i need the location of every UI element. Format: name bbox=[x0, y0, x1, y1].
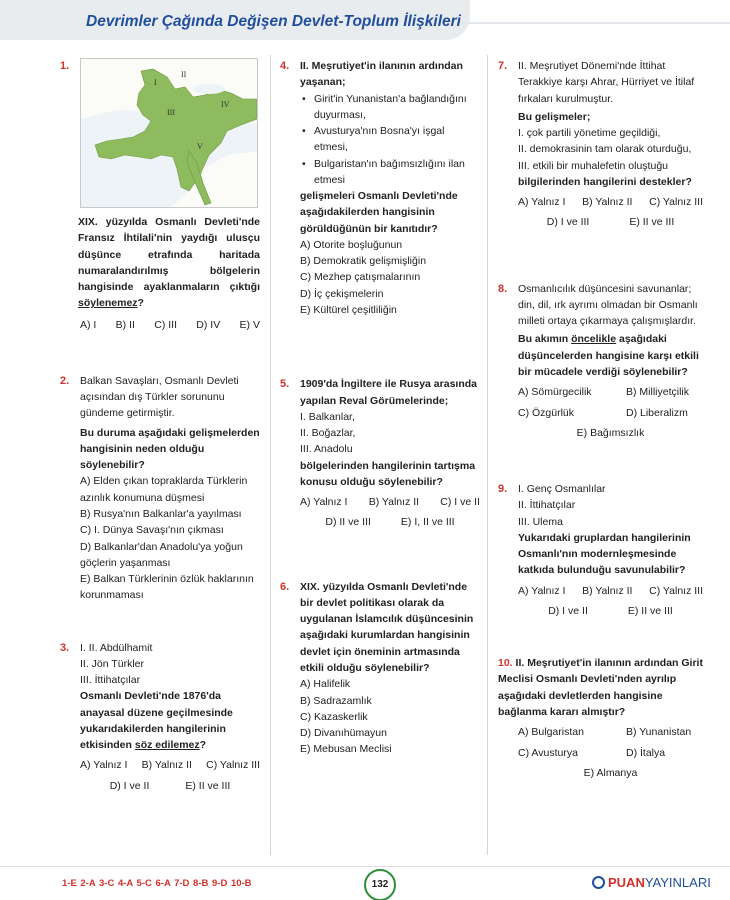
question-lead: II. Meşrutiyet'in ilanının ardından yaşanan; bbox=[300, 60, 463, 89]
column-divider bbox=[487, 55, 488, 855]
bullet-item: • Girit'in Yunanistan'a bağlandığını duyurması, bbox=[300, 91, 480, 124]
option-d[interactable]: D) IV bbox=[196, 318, 221, 331]
options bbox=[518, 194, 703, 210]
option-b[interactable]: B) Demokratik gelişmişliğin bbox=[300, 255, 427, 268]
option-b[interactable]: B) Yalnız II bbox=[582, 584, 633, 597]
question-intro: Balkan Savaşları, Osmanlı Devleti açısından dış Türkler sorununu gündeme getirmiştir. bbox=[80, 374, 239, 420]
question-number: 5. bbox=[280, 378, 290, 391]
option-a[interactable]: A) Sömürgecilik bbox=[518, 386, 592, 399]
options bbox=[80, 757, 260, 773]
question-2 bbox=[60, 373, 260, 604]
question-stem: XIX. yüzyılda Osmanlı Devleti'nde Fransız İhtilali'nin yaydığı ulusçu düşünce etrafında haritada numaralandırılmış bölgelerin hangisinde ayaklanmaların çıktığı söylenemez? bbox=[78, 216, 260, 310]
option-d[interactable]: D) Liberalizm bbox=[626, 406, 688, 419]
option-e[interactable]: E) Mebusan Meclisi bbox=[300, 743, 392, 756]
ottoman-map bbox=[80, 58, 258, 208]
option-b[interactable]: B) Yalnız II bbox=[368, 496, 420, 509]
option-d[interactable]: D) I ve II bbox=[548, 604, 588, 617]
question-number: 3. bbox=[60, 641, 70, 654]
question-number: 10. bbox=[498, 657, 513, 670]
question-lead: 1909'da İngiltere ile Rusya arasında yapılan Reval Görümelerinde; bbox=[300, 378, 477, 407]
option-e[interactable]: E) Kültürel çeşitliliğin bbox=[300, 303, 397, 316]
statement-item: II. İttihatçılar bbox=[518, 499, 576, 512]
statement-item: III. Anadolu bbox=[300, 443, 353, 456]
option-c[interactable]: C) Yalnız III bbox=[649, 196, 703, 209]
statement-item: III. etkili bir muhalefetin oluştuğu bbox=[518, 159, 668, 172]
options bbox=[518, 583, 703, 599]
statement-item: II. Jön Türkler bbox=[80, 657, 144, 670]
statement-item: I. çok partili yönetime geçildiği, bbox=[518, 127, 661, 140]
option-d[interactable]: D) Divanıhümayun bbox=[300, 727, 387, 740]
options bbox=[498, 745, 703, 761]
option-c[interactable]: C) Özgürlük bbox=[518, 406, 575, 419]
option-c[interactable]: C) Kazaskerlik bbox=[300, 710, 368, 723]
option-d[interactable]: D) Balkanlar'dan Anadolu'ya yoğun göçlerin yaşanması bbox=[80, 540, 243, 569]
footer-rule bbox=[0, 866, 730, 867]
question-number: 1. bbox=[60, 60, 70, 72]
option-d[interactable]: D) İç çekişmelerin bbox=[300, 287, 384, 300]
statement-item: II. demokrasinin tam olarak oturduğu, bbox=[518, 143, 692, 156]
options bbox=[518, 425, 703, 441]
question-lead: Bu gelişmeler; bbox=[518, 110, 591, 123]
option-d[interactable]: D) I ve III bbox=[546, 216, 590, 229]
option-b[interactable]: B) Yunanistan bbox=[626, 726, 692, 739]
question-10 bbox=[498, 655, 703, 781]
question-number: 2. bbox=[60, 374, 70, 387]
option-b[interactable]: B) Sadrazamlık bbox=[300, 694, 372, 707]
option-e[interactable]: E) I, II ve III bbox=[400, 516, 455, 529]
option-b[interactable]: B) Yalnız II bbox=[141, 759, 192, 772]
question-number: 7. bbox=[498, 60, 508, 72]
map-graphic bbox=[81, 59, 257, 207]
option-c[interactable]: C) Mezhep çatışmalarının bbox=[300, 271, 421, 284]
option-a[interactable]: A) Bulgaristan bbox=[518, 726, 584, 739]
question-stem: bilgilerinden hangilerini destekler? bbox=[518, 175, 692, 188]
page-title: Devrimler Çağında Değişen Devlet-Toplum İlişkileri bbox=[86, 13, 461, 30]
statement-item: II. Boğazlar, bbox=[300, 427, 356, 440]
question-8 bbox=[498, 281, 703, 441]
map-label: III bbox=[167, 108, 175, 117]
option-b[interactable]: B) II bbox=[115, 318, 135, 331]
question-intro: Osmanlıcılık düşüncesini savunanlar; din, dil, ırk ayrımı olmadan bir Osmanlı milleti ortaya çıkarmaya çalışmışlardır. bbox=[518, 282, 698, 328]
question-stem: bölgelerinden hangilerinin tartışma konusu olduğu söylenebilir? bbox=[300, 459, 476, 488]
options bbox=[498, 765, 703, 781]
header-rule bbox=[460, 22, 730, 24]
page-header bbox=[0, 0, 730, 44]
statement-item: I. II. Abdülhamit bbox=[80, 641, 153, 654]
option-a[interactable]: A) Halifelik bbox=[300, 678, 351, 691]
question-number: 8. bbox=[498, 282, 508, 295]
options bbox=[300, 514, 480, 530]
option-c[interactable]: C) Yalnız III bbox=[206, 759, 260, 772]
option-c[interactable]: C) III bbox=[154, 318, 177, 331]
option-e[interactable]: E) II ve III bbox=[627, 604, 673, 617]
option-c[interactable]: C) I ve II bbox=[440, 496, 480, 509]
map-label: II bbox=[181, 70, 187, 79]
options bbox=[498, 724, 703, 740]
options bbox=[518, 405, 703, 421]
option-b[interactable]: B) Rusya'nın Balkanlar'a yayılması bbox=[80, 507, 242, 520]
option-c[interactable]: C) I. Dünya Savaşı'nın çıkması bbox=[80, 524, 224, 537]
answer-key: 1-E 2-A 3-C 4-A 5-C 6-A 7-D 8-B 9-D 10-B bbox=[62, 878, 252, 889]
option-c[interactable]: C) Avusturya bbox=[518, 746, 578, 759]
option-e[interactable]: E) II ve III bbox=[629, 216, 675, 229]
option-e[interactable]: E) Bağımsızlık bbox=[576, 426, 645, 439]
option-a[interactable]: A) Otorite boşluğunun bbox=[300, 238, 403, 251]
logo-icon bbox=[592, 876, 605, 889]
option-a[interactable]: A) Yalnız I bbox=[518, 196, 566, 209]
option-e[interactable]: E) Almanya bbox=[583, 766, 638, 779]
map-label: IV bbox=[221, 100, 230, 109]
question-1 bbox=[60, 58, 260, 333]
question-stem: XIX. yüzyılda Osmanlı Devleti'nde bir devlet politikası olarak da uygulanan İslamcılık düşüncesinin aşağıdaki kurumlardan hangisinin devlet için öneminin artmasında etkili olduğu söylenebilir? bbox=[300, 580, 474, 674]
bullet-item: • Avusturya'nın Bosna'yı işgal etmesi, bbox=[300, 123, 480, 156]
option-e[interactable]: E) II ve III bbox=[185, 779, 231, 792]
map-label: V bbox=[197, 142, 203, 151]
option-d[interactable]: D) II ve III bbox=[325, 516, 371, 529]
question-stem: Osmanlı Devleti'nde 1876'da anayasal düzene geçilmesinde yukarıdakilerden hangilerinin etkisinden söz edilemez? bbox=[80, 690, 233, 752]
map-label: I bbox=[154, 78, 157, 87]
column-1 bbox=[60, 58, 260, 794]
column-2 bbox=[280, 58, 480, 758]
column-3 bbox=[498, 58, 703, 781]
question-number: 6. bbox=[280, 580, 290, 593]
question-stem: 10. II. Meşrutiyet'in ilanının ardından Girit Meclisi Osmanlı Devleti'nden ayrılıp aşağıdaki devletlerden hangisine bağlanma kararı almıştır? bbox=[498, 657, 703, 718]
question-stem: Bu duruma aşağıdaki gelişmelerden hangisinin neden olduğu söylenebilir? bbox=[80, 426, 260, 472]
option-e[interactable]: E) V bbox=[239, 318, 260, 331]
statement-item: I. Balkanlar, bbox=[300, 410, 355, 423]
options bbox=[80, 778, 260, 794]
option-b[interactable]: B) Milliyetçilik bbox=[626, 386, 689, 399]
question-intro: II. Meşrutiyet Dönemi'nde İttihat Terakkiye karşı Ahrar, Hürriyet ve İtilaf fırkaları kurulmuştur. bbox=[518, 60, 695, 105]
question-stem: Yukarıdaki gruplardan hangilerinin Osmanlı'nın modernleşmesinde katkıda bulunduğu savunulabilir? bbox=[518, 531, 691, 577]
option-d[interactable]: D) İtalya bbox=[626, 746, 666, 759]
question-3 bbox=[60, 640, 260, 794]
option-a[interactable]: A) I bbox=[80, 318, 97, 331]
column-divider bbox=[270, 55, 271, 855]
statement-item: I. Genç Osmanlılar bbox=[518, 483, 606, 496]
question-number: 9. bbox=[498, 483, 508, 496]
question-number: 4. bbox=[280, 60, 290, 72]
option-a[interactable]: A) Yalnız I bbox=[518, 584, 566, 597]
option-a[interactable]: A) Elden çıkan topraklarda Türklerin azınlık konumuna düşmesi bbox=[80, 475, 248, 504]
options bbox=[518, 384, 703, 400]
options bbox=[518, 603, 703, 619]
options bbox=[300, 494, 480, 510]
question-6 bbox=[280, 579, 480, 758]
option-c[interactable]: C) Yalnız III bbox=[649, 584, 703, 597]
option-a[interactable]: A) Yalnız I bbox=[80, 759, 128, 772]
options bbox=[518, 214, 703, 230]
publisher-logo: PUANYAYINLARI bbox=[592, 873, 711, 893]
question-4 bbox=[280, 58, 480, 318]
option-d[interactable]: D) I ve II bbox=[109, 779, 150, 792]
question-9 bbox=[498, 481, 703, 619]
statement-item: III. İttihatçılar bbox=[80, 674, 141, 687]
question-5 bbox=[280, 376, 480, 530]
option-b[interactable]: B) Yalnız II bbox=[582, 196, 633, 209]
question-7 bbox=[498, 58, 703, 231]
option-e[interactable]: E) Balkan Türklerinin özlük haklarının korunmaması bbox=[80, 573, 254, 602]
option-a[interactable]: A) Yalnız I bbox=[300, 496, 348, 509]
statement-item: III. Ulema bbox=[518, 515, 563, 528]
options bbox=[80, 317, 260, 333]
page-number: 132 bbox=[364, 869, 396, 900]
question-stem: gelişmeleri Osmanlı Devleti'nde aşağıdakilerden hangisinin görüldüğünün bir kanıtıdır? bbox=[300, 190, 458, 235]
question-stem: Bu akımın öncelikle aşağıdaki düşüncelerden hangisine karşı etkili bir mücadele verdiği söylenebilir? bbox=[518, 333, 699, 378]
bullet-item: • Bulgaristan'ın bağımsızlığını ilan etmesi bbox=[300, 156, 480, 189]
